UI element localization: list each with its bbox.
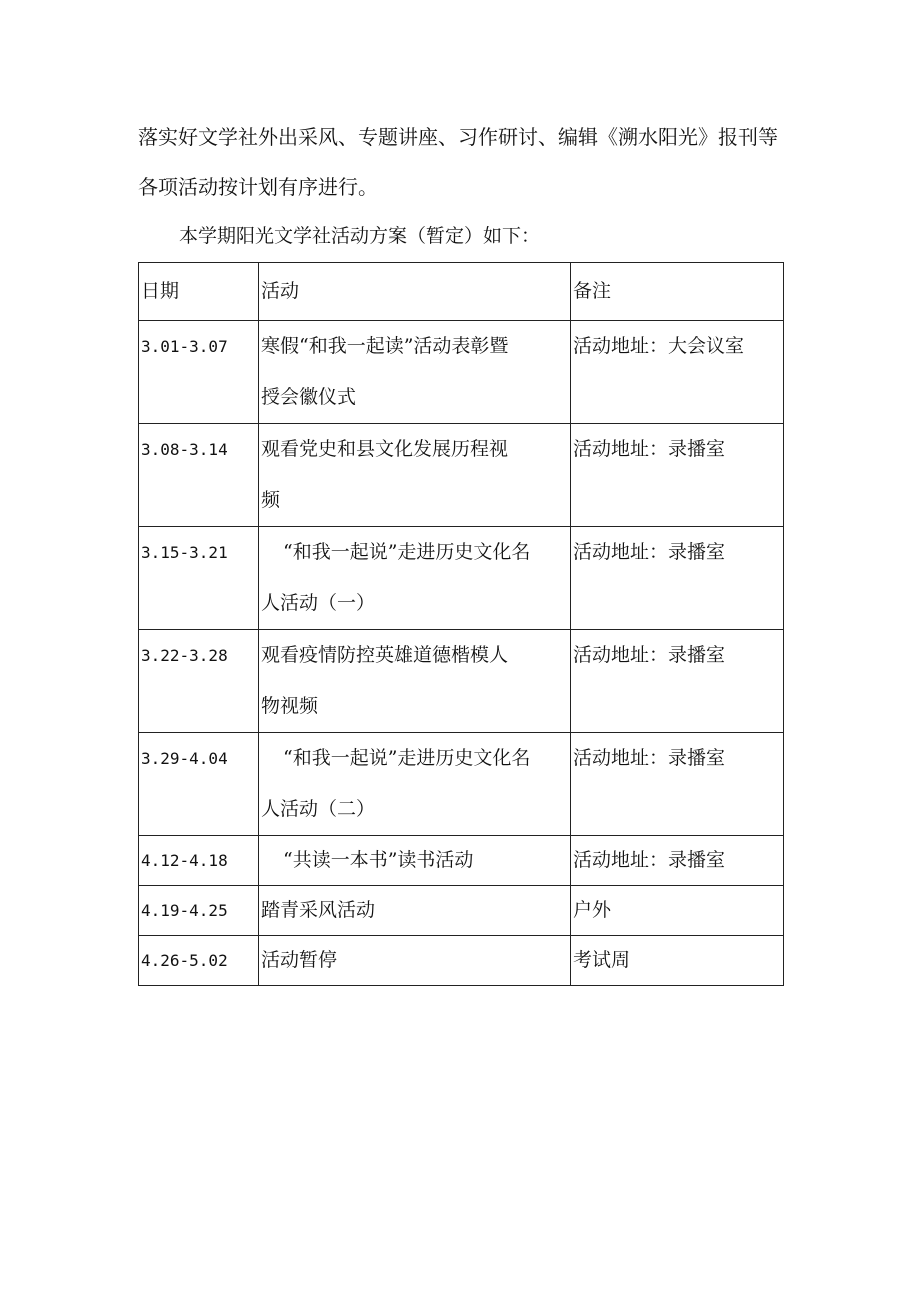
row-date: 4.12-4.18: [139, 836, 259, 886]
row-activity: [259, 424, 571, 527]
row-note: 活动地址：录播室: [571, 733, 784, 836]
table-row: [139, 527, 784, 630]
table-row: [139, 424, 784, 527]
row-activity: [259, 836, 571, 886]
row-activity-line: 物视频: [261, 695, 319, 717]
table-row: [139, 836, 784, 886]
row-activity-line: “和我一起说”走进历史文化名: [283, 747, 531, 769]
row-activity-line: 人活动（二）: [261, 798, 376, 820]
row-note: 活动地址：录播室: [571, 527, 784, 630]
table-row: [139, 936, 784, 986]
paragraph-line-2: 各项活动按计划有序进行。: [138, 175, 378, 199]
row-date: 3.01-3.07: [139, 321, 259, 424]
row-date: 3.22-3.28: [139, 630, 259, 733]
table-row: [139, 886, 784, 936]
row-date: 4.26-5.02: [139, 936, 259, 986]
row-activity-line: 授会徽仪式: [261, 386, 357, 408]
row-activity: [259, 733, 571, 836]
row-note: 活动地址：大会议室: [571, 321, 784, 424]
table-row: [139, 321, 784, 424]
table-row: [139, 630, 784, 733]
row-activity-line: 人活动（一）: [261, 592, 376, 614]
table-header-row: [139, 263, 784, 321]
table-row: [139, 733, 784, 836]
row-date: 4.19-4.25: [139, 886, 259, 936]
header-note: 备注: [571, 263, 784, 321]
row-activity-line: 观看党史和县文化发展历程视: [261, 438, 509, 460]
header-date: 日期: [139, 263, 259, 321]
row-date: 3.29-4.04: [139, 733, 259, 836]
row-activity: [259, 630, 571, 733]
row-activity: [259, 321, 571, 424]
body-paragraph: [138, 112, 798, 212]
activity-plan-table: [138, 262, 784, 986]
paragraph-line-1: 落实好文学社外出采风、专题讲座、习作研讨、编辑《溯水阳光》报刊等: [138, 125, 778, 149]
row-activity-line: 观看疫情防控英雄道德楷模人: [261, 644, 509, 666]
header-activity: 活动: [259, 263, 571, 321]
row-note: 考试周: [571, 936, 784, 986]
row-activity: [259, 527, 571, 630]
row-note: 活动地址：录播室: [571, 424, 784, 527]
table-intro: 本学期阳光文学社活动方案（暂定）如下：: [179, 225, 541, 247]
row-activity-line: “共读一本书”读书活动: [283, 849, 474, 871]
row-activity-line: 寒假“和我一起读”活动表彰暨: [261, 335, 509, 357]
row-date: 3.15-3.21: [139, 527, 259, 630]
row-note: 活动地址：录播室: [571, 836, 784, 886]
row-activity: 活动暂停: [259, 936, 571, 986]
row-note: 活动地址：录播室: [571, 630, 784, 733]
row-activity-line: 频: [261, 489, 281, 511]
row-note: 户外: [571, 886, 784, 936]
row-date: 3.08-3.14: [139, 424, 259, 527]
row-activity: 踏青采风活动: [259, 886, 571, 936]
row-activity-line: “和我一起说”走进历史文化名: [283, 541, 531, 563]
